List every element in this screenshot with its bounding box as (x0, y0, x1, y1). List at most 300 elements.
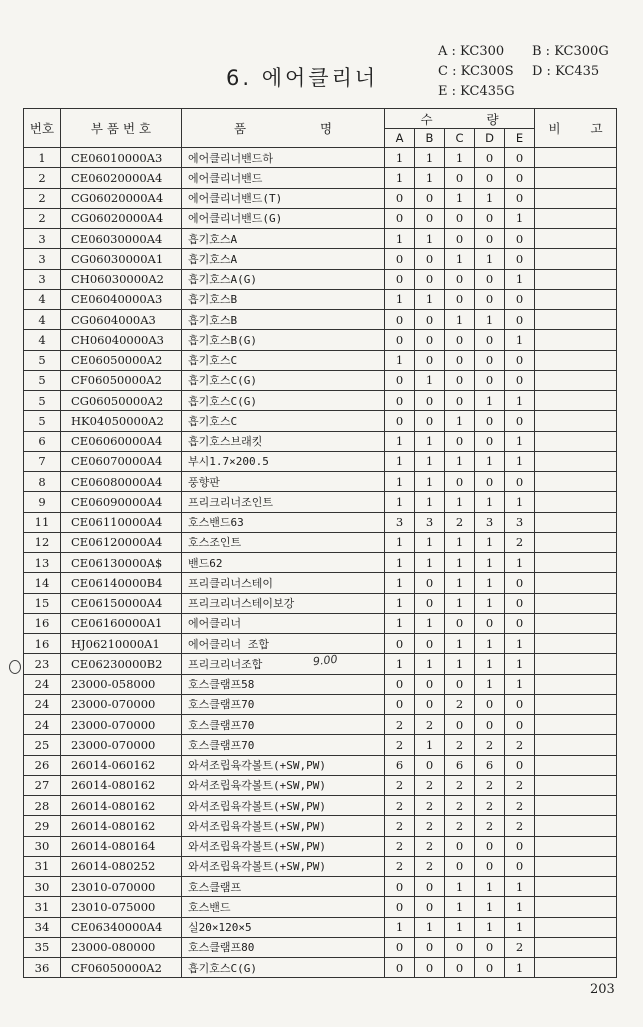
qty-b: 1 (415, 289, 445, 309)
qty-c: 1 (445, 492, 475, 512)
qty-d: 0 (475, 715, 505, 735)
qty-a: 0 (385, 330, 415, 350)
part-name: 흡기호스B (182, 310, 385, 330)
qty-a: 1 (385, 472, 415, 492)
part-number: 26014-080162 (61, 775, 182, 795)
part-number: CE06030000A4 (61, 229, 182, 249)
qty-b: 1 (415, 168, 445, 188)
qty-b: 1 (415, 148, 445, 168)
qty-a: 0 (385, 269, 415, 289)
qty-e: 0 (505, 593, 535, 613)
qty-a: 0 (385, 411, 415, 431)
model-legend-e: E : KC435G (438, 84, 515, 99)
qty-c: 1 (445, 553, 475, 573)
part-name: 부시1.7×200.5 (182, 451, 385, 471)
qty-a: 2 (385, 836, 415, 856)
qty-a: 1 (385, 613, 415, 633)
remarks-cell (535, 958, 617, 978)
part-number: CE06020000A4 (61, 168, 182, 188)
qty-d: 1 (475, 553, 505, 573)
qty-a: 0 (385, 634, 415, 654)
qty-c: 1 (445, 451, 475, 471)
qty-a: 0 (385, 208, 415, 228)
qty-b: 1 (415, 532, 445, 552)
part-name: 와셔조립육각볼트(+SW,PW) (182, 856, 385, 876)
qty-a: 2 (385, 796, 415, 816)
row-number: 14 (24, 573, 61, 593)
qty-c: 0 (445, 330, 475, 350)
qty-e: 0 (505, 411, 535, 431)
part-name: 에어클리너 조합 (182, 634, 385, 654)
qty-c: 0 (445, 208, 475, 228)
qty-d: 1 (475, 451, 505, 471)
qty-a: 1 (385, 289, 415, 309)
row-number: 3 (24, 249, 61, 269)
qty-d: 1 (475, 877, 505, 897)
part-number: CF06050000A2 (61, 370, 182, 390)
row-number: 7 (24, 451, 61, 471)
qty-d: 0 (475, 836, 505, 856)
remarks-cell (535, 877, 617, 897)
qty-b: 1 (415, 229, 445, 249)
part-number: CE06140000B4 (61, 573, 182, 593)
part-name: 흡기호스B (182, 289, 385, 309)
part-name: 호스클램프58 (182, 674, 385, 694)
row-number: 30 (24, 836, 61, 856)
part-name: 에어클리너밴드(T) (182, 188, 385, 208)
qty-c: 2 (445, 694, 475, 714)
qty-b: 0 (415, 937, 445, 957)
qty-b: 1 (415, 917, 445, 937)
qty-b: 1 (415, 451, 445, 471)
part-name: 프리크리너조인트 (182, 492, 385, 512)
row-number: 23 (24, 654, 61, 674)
part-name: 에어클리너밴드하 (182, 148, 385, 168)
qty-d: 1 (475, 674, 505, 694)
qty-b: 0 (415, 897, 445, 917)
qty-a: 0 (385, 958, 415, 978)
row-number: 4 (24, 289, 61, 309)
row-number: 5 (24, 411, 61, 431)
row-number: 29 (24, 816, 61, 836)
header-qty-c: C (445, 129, 475, 148)
part-number: 26014-080162 (61, 796, 182, 816)
qty-e: 2 (505, 735, 535, 755)
qty-b: 3 (415, 512, 445, 532)
qty-c: 1 (445, 249, 475, 269)
table-row (24, 816, 617, 836)
remarks-cell (535, 310, 617, 330)
qty-b: 0 (415, 755, 445, 775)
remarks-cell (535, 330, 617, 350)
qty-b: 2 (415, 775, 445, 795)
qty-a: 1 (385, 593, 415, 613)
table-row (24, 553, 617, 573)
qty-b: 0 (415, 208, 445, 228)
remarks-cell (535, 269, 617, 289)
table-row (24, 735, 617, 755)
row-number: 5 (24, 370, 61, 390)
table-row (24, 877, 617, 897)
table-row (24, 188, 617, 208)
part-number: 23000-070000 (61, 715, 182, 735)
qty-d: 0 (475, 856, 505, 876)
part-name: 호스클램프 (182, 877, 385, 897)
qty-b: 0 (415, 877, 445, 897)
part-number: 23000-070000 (61, 735, 182, 755)
qty-e: 1 (505, 492, 535, 512)
qty-a: 0 (385, 310, 415, 330)
part-name: 흡기호스A (182, 229, 385, 249)
remarks-cell (535, 512, 617, 532)
qty-d: 6 (475, 755, 505, 775)
qty-a: 1 (385, 553, 415, 573)
part-name: 프리클리너스테이 (182, 573, 385, 593)
remarks-cell (535, 796, 617, 816)
qty-b: 0 (415, 188, 445, 208)
part-number: CE06080000A4 (61, 472, 182, 492)
qty-d: 0 (475, 431, 505, 451)
table-row (24, 451, 617, 471)
header-part-no: 부 품 번 호 (61, 109, 182, 148)
qty-e: 0 (505, 715, 535, 735)
remarks-cell (535, 917, 617, 937)
table-row (24, 593, 617, 613)
part-name: 호스클램프70 (182, 735, 385, 755)
remarks-cell (535, 755, 617, 775)
model-legend-b: B : KC300G (532, 44, 609, 59)
qty-c: 2 (445, 735, 475, 755)
qty-a: 1 (385, 431, 415, 451)
qty-d: 0 (475, 208, 505, 228)
row-number: 36 (24, 958, 61, 978)
qty-b: 1 (415, 492, 445, 512)
remarks-cell (535, 370, 617, 390)
qty-c: 1 (445, 310, 475, 330)
qty-d: 0 (475, 613, 505, 633)
part-number: 23000-058000 (61, 674, 182, 694)
qty-a: 1 (385, 350, 415, 370)
qty-c: 0 (445, 472, 475, 492)
qty-c: 1 (445, 411, 475, 431)
part-name: 와셔조립육각볼트(+SW,PW) (182, 816, 385, 836)
remarks-cell (535, 674, 617, 694)
part-number: CE06130000A$ (61, 553, 182, 573)
qty-d: 0 (475, 694, 505, 714)
qty-c: 1 (445, 532, 475, 552)
qty-c: 2 (445, 796, 475, 816)
part-number: 23010-075000 (61, 897, 182, 917)
part-number: CE06110000A4 (61, 512, 182, 532)
qty-c: 0 (445, 431, 475, 451)
qty-c: 1 (445, 897, 475, 917)
part-number: CG06020000A4 (61, 188, 182, 208)
part-name: 에어클리너 (182, 613, 385, 633)
part-number: 26014-080164 (61, 836, 182, 856)
qty-c: 2 (445, 775, 475, 795)
part-number: 23000-070000 (61, 694, 182, 714)
qty-a: 1 (385, 654, 415, 674)
qty-c: 1 (445, 188, 475, 208)
qty-c: 0 (445, 613, 475, 633)
qty-e: 1 (505, 877, 535, 897)
part-name: 흡기호스C (182, 411, 385, 431)
qty-d: 1 (475, 188, 505, 208)
qty-c: 0 (445, 269, 475, 289)
row-number: 11 (24, 512, 61, 532)
table-row (24, 168, 617, 188)
qty-b: 2 (415, 856, 445, 876)
part-number: HJ06210000A1 (61, 634, 182, 654)
qty-b: 0 (415, 634, 445, 654)
qty-d: 0 (475, 168, 505, 188)
part-number: 23000-080000 (61, 937, 182, 957)
part-number: CG06030000A1 (61, 249, 182, 269)
qty-a: 0 (385, 370, 415, 390)
part-name: 호스클램프80 (182, 937, 385, 957)
qty-e: 1 (505, 451, 535, 471)
row-number: 16 (24, 613, 61, 633)
row-number: 24 (24, 715, 61, 735)
model-legend-c: C : KC300S (438, 64, 514, 79)
qty-b: 0 (415, 674, 445, 694)
qty-a: 0 (385, 694, 415, 714)
part-name: 호스밴드63 (182, 512, 385, 532)
remarks-cell (535, 613, 617, 633)
table-row (24, 694, 617, 714)
qty-d: 1 (475, 634, 505, 654)
table-row (24, 897, 617, 917)
part-name: 와셔조립육각볼트(+SW,PW) (182, 755, 385, 775)
qty-b: 0 (415, 411, 445, 431)
qty-c: 0 (445, 715, 475, 735)
qty-c: 1 (445, 877, 475, 897)
remarks-cell (535, 532, 617, 552)
remarks-cell (535, 836, 617, 856)
table-row (24, 755, 617, 775)
qty-a: 2 (385, 715, 415, 735)
row-number: 24 (24, 674, 61, 694)
qty-b: 0 (415, 391, 445, 411)
qty-b: 1 (415, 735, 445, 755)
header-qty-b: B (415, 129, 445, 148)
header-remarks: 비 고 (535, 109, 617, 148)
table-row (24, 148, 617, 168)
part-number: 26014-060162 (61, 755, 182, 775)
qty-c: 0 (445, 958, 475, 978)
qty-e: 0 (505, 573, 535, 593)
row-number: 31 (24, 856, 61, 876)
part-name: 흡기호스C(G) (182, 958, 385, 978)
remarks-cell (535, 411, 617, 431)
remarks-cell (535, 937, 617, 957)
part-name: 에어클리너밴드 (182, 168, 385, 188)
remarks-cell (535, 350, 617, 370)
qty-d: 0 (475, 269, 505, 289)
qty-e: 0 (505, 229, 535, 249)
qty-e: 2 (505, 775, 535, 795)
qty-e: 0 (505, 370, 535, 390)
handwritten-circle-mark (8, 659, 22, 675)
qty-b: 2 (415, 816, 445, 836)
row-number: 5 (24, 350, 61, 370)
qty-e: 0 (505, 694, 535, 714)
table-row (24, 674, 617, 694)
qty-e: 1 (505, 674, 535, 694)
remarks-cell (535, 593, 617, 613)
part-name: 프리크리너조합 (182, 654, 385, 674)
qty-b: 0 (415, 958, 445, 978)
row-number: 13 (24, 553, 61, 573)
table-row (24, 836, 617, 856)
row-number: 1 (24, 148, 61, 168)
qty-a: 2 (385, 775, 415, 795)
part-name: 흡기호스A (182, 249, 385, 269)
remarks-cell (535, 856, 617, 876)
qty-c: 0 (445, 836, 475, 856)
row-number: 34 (24, 917, 61, 937)
row-number: 31 (24, 897, 61, 917)
qty-c: 1 (445, 593, 475, 613)
qty-e: 1 (505, 553, 535, 573)
table-row (24, 958, 617, 978)
qty-d: 0 (475, 289, 505, 309)
qty-a: 1 (385, 168, 415, 188)
remarks-cell (535, 148, 617, 168)
table-row (24, 411, 617, 431)
remarks-cell (535, 634, 617, 654)
qty-e: 2 (505, 816, 535, 836)
row-number: 3 (24, 229, 61, 249)
qty-c: 1 (445, 654, 475, 674)
qty-d: 1 (475, 593, 505, 613)
qty-c: 0 (445, 391, 475, 411)
table-row (24, 350, 617, 370)
qty-a: 2 (385, 856, 415, 876)
part-name: 호스클램프70 (182, 715, 385, 735)
part-number: HK04050000A2 (61, 411, 182, 431)
table-row (24, 532, 617, 552)
row-number: 4 (24, 330, 61, 350)
part-number: 26014-080162 (61, 816, 182, 836)
qty-b: 0 (415, 249, 445, 269)
remarks-cell (535, 208, 617, 228)
remarks-cell (535, 391, 617, 411)
part-number: CE06050000A2 (61, 350, 182, 370)
qty-c: 6 (445, 755, 475, 775)
qty-e: 1 (505, 654, 535, 674)
part-number: CE06070000A4 (61, 451, 182, 471)
model-legend-a: A : KC300 (438, 44, 505, 59)
table-row (24, 289, 617, 309)
qty-d: 0 (475, 350, 505, 370)
qty-d: 1 (475, 249, 505, 269)
qty-e: 0 (505, 168, 535, 188)
part-name: 흡기호스C (182, 350, 385, 370)
remarks-cell (535, 816, 617, 836)
table-row (24, 775, 617, 795)
row-number: 2 (24, 208, 61, 228)
header-name: 품 명 (182, 109, 385, 148)
parts-table (23, 108, 617, 978)
qty-a: 1 (385, 573, 415, 593)
table-row (24, 917, 617, 937)
qty-a: 0 (385, 897, 415, 917)
part-name: 흡기호스B(G) (182, 330, 385, 350)
part-number: CF06050000A2 (61, 958, 182, 978)
qty-c: 0 (445, 674, 475, 694)
qty-d: 1 (475, 310, 505, 330)
qty-a: 1 (385, 492, 415, 512)
qty-d: 0 (475, 330, 505, 350)
row-number: 2 (24, 188, 61, 208)
qty-a: 1 (385, 229, 415, 249)
table-row (24, 634, 617, 654)
part-name: 프리크리너스테이보강 (182, 593, 385, 613)
remarks-cell (535, 451, 617, 471)
qty-e: 1 (505, 958, 535, 978)
qty-a: 3 (385, 512, 415, 532)
remarks-cell (535, 715, 617, 735)
part-name: 호스밴드 (182, 897, 385, 917)
qty-c: 0 (445, 229, 475, 249)
qty-a: 0 (385, 249, 415, 269)
qty-b: 1 (415, 370, 445, 390)
qty-b: 1 (415, 431, 445, 451)
parts-table-body (24, 148, 617, 978)
qty-d: 0 (475, 411, 505, 431)
remarks-cell (535, 553, 617, 573)
table-row (24, 431, 617, 451)
qty-d: 0 (475, 937, 505, 957)
table-row (24, 937, 617, 957)
qty-e: 1 (505, 634, 535, 654)
part-number: CE06340000A4 (61, 917, 182, 937)
table-row (24, 492, 617, 512)
qty-d: 1 (475, 917, 505, 937)
qty-e: 0 (505, 613, 535, 633)
qty-a: 6 (385, 755, 415, 775)
qty-e: 1 (505, 208, 535, 228)
page-title: 6. 에어클리너 (226, 66, 379, 90)
table-row (24, 249, 617, 269)
header-qty-e: E (505, 129, 535, 148)
table-row (24, 796, 617, 816)
row-number: 12 (24, 532, 61, 552)
part-number: CE06090000A4 (61, 492, 182, 512)
table-row (24, 613, 617, 633)
remarks-cell (535, 775, 617, 795)
qty-b: 1 (415, 654, 445, 674)
part-name: 와셔조립육각볼트(+SW,PW) (182, 836, 385, 856)
row-number: 16 (24, 634, 61, 654)
qty-a: 1 (385, 532, 415, 552)
part-number: CE06040000A3 (61, 289, 182, 309)
part-name: 실20×120×5 (182, 917, 385, 937)
qty-b: 0 (415, 310, 445, 330)
qty-d: 1 (475, 492, 505, 512)
table-row (24, 512, 617, 532)
qty-b: 2 (415, 836, 445, 856)
qty-e: 1 (505, 431, 535, 451)
row-number: 5 (24, 391, 61, 411)
qty-c: 1 (445, 634, 475, 654)
row-number: 26 (24, 755, 61, 775)
qty-e: 0 (505, 836, 535, 856)
part-name: 호스클램프70 (182, 694, 385, 714)
qty-e: 0 (505, 249, 535, 269)
part-number: CE06150000A4 (61, 593, 182, 613)
